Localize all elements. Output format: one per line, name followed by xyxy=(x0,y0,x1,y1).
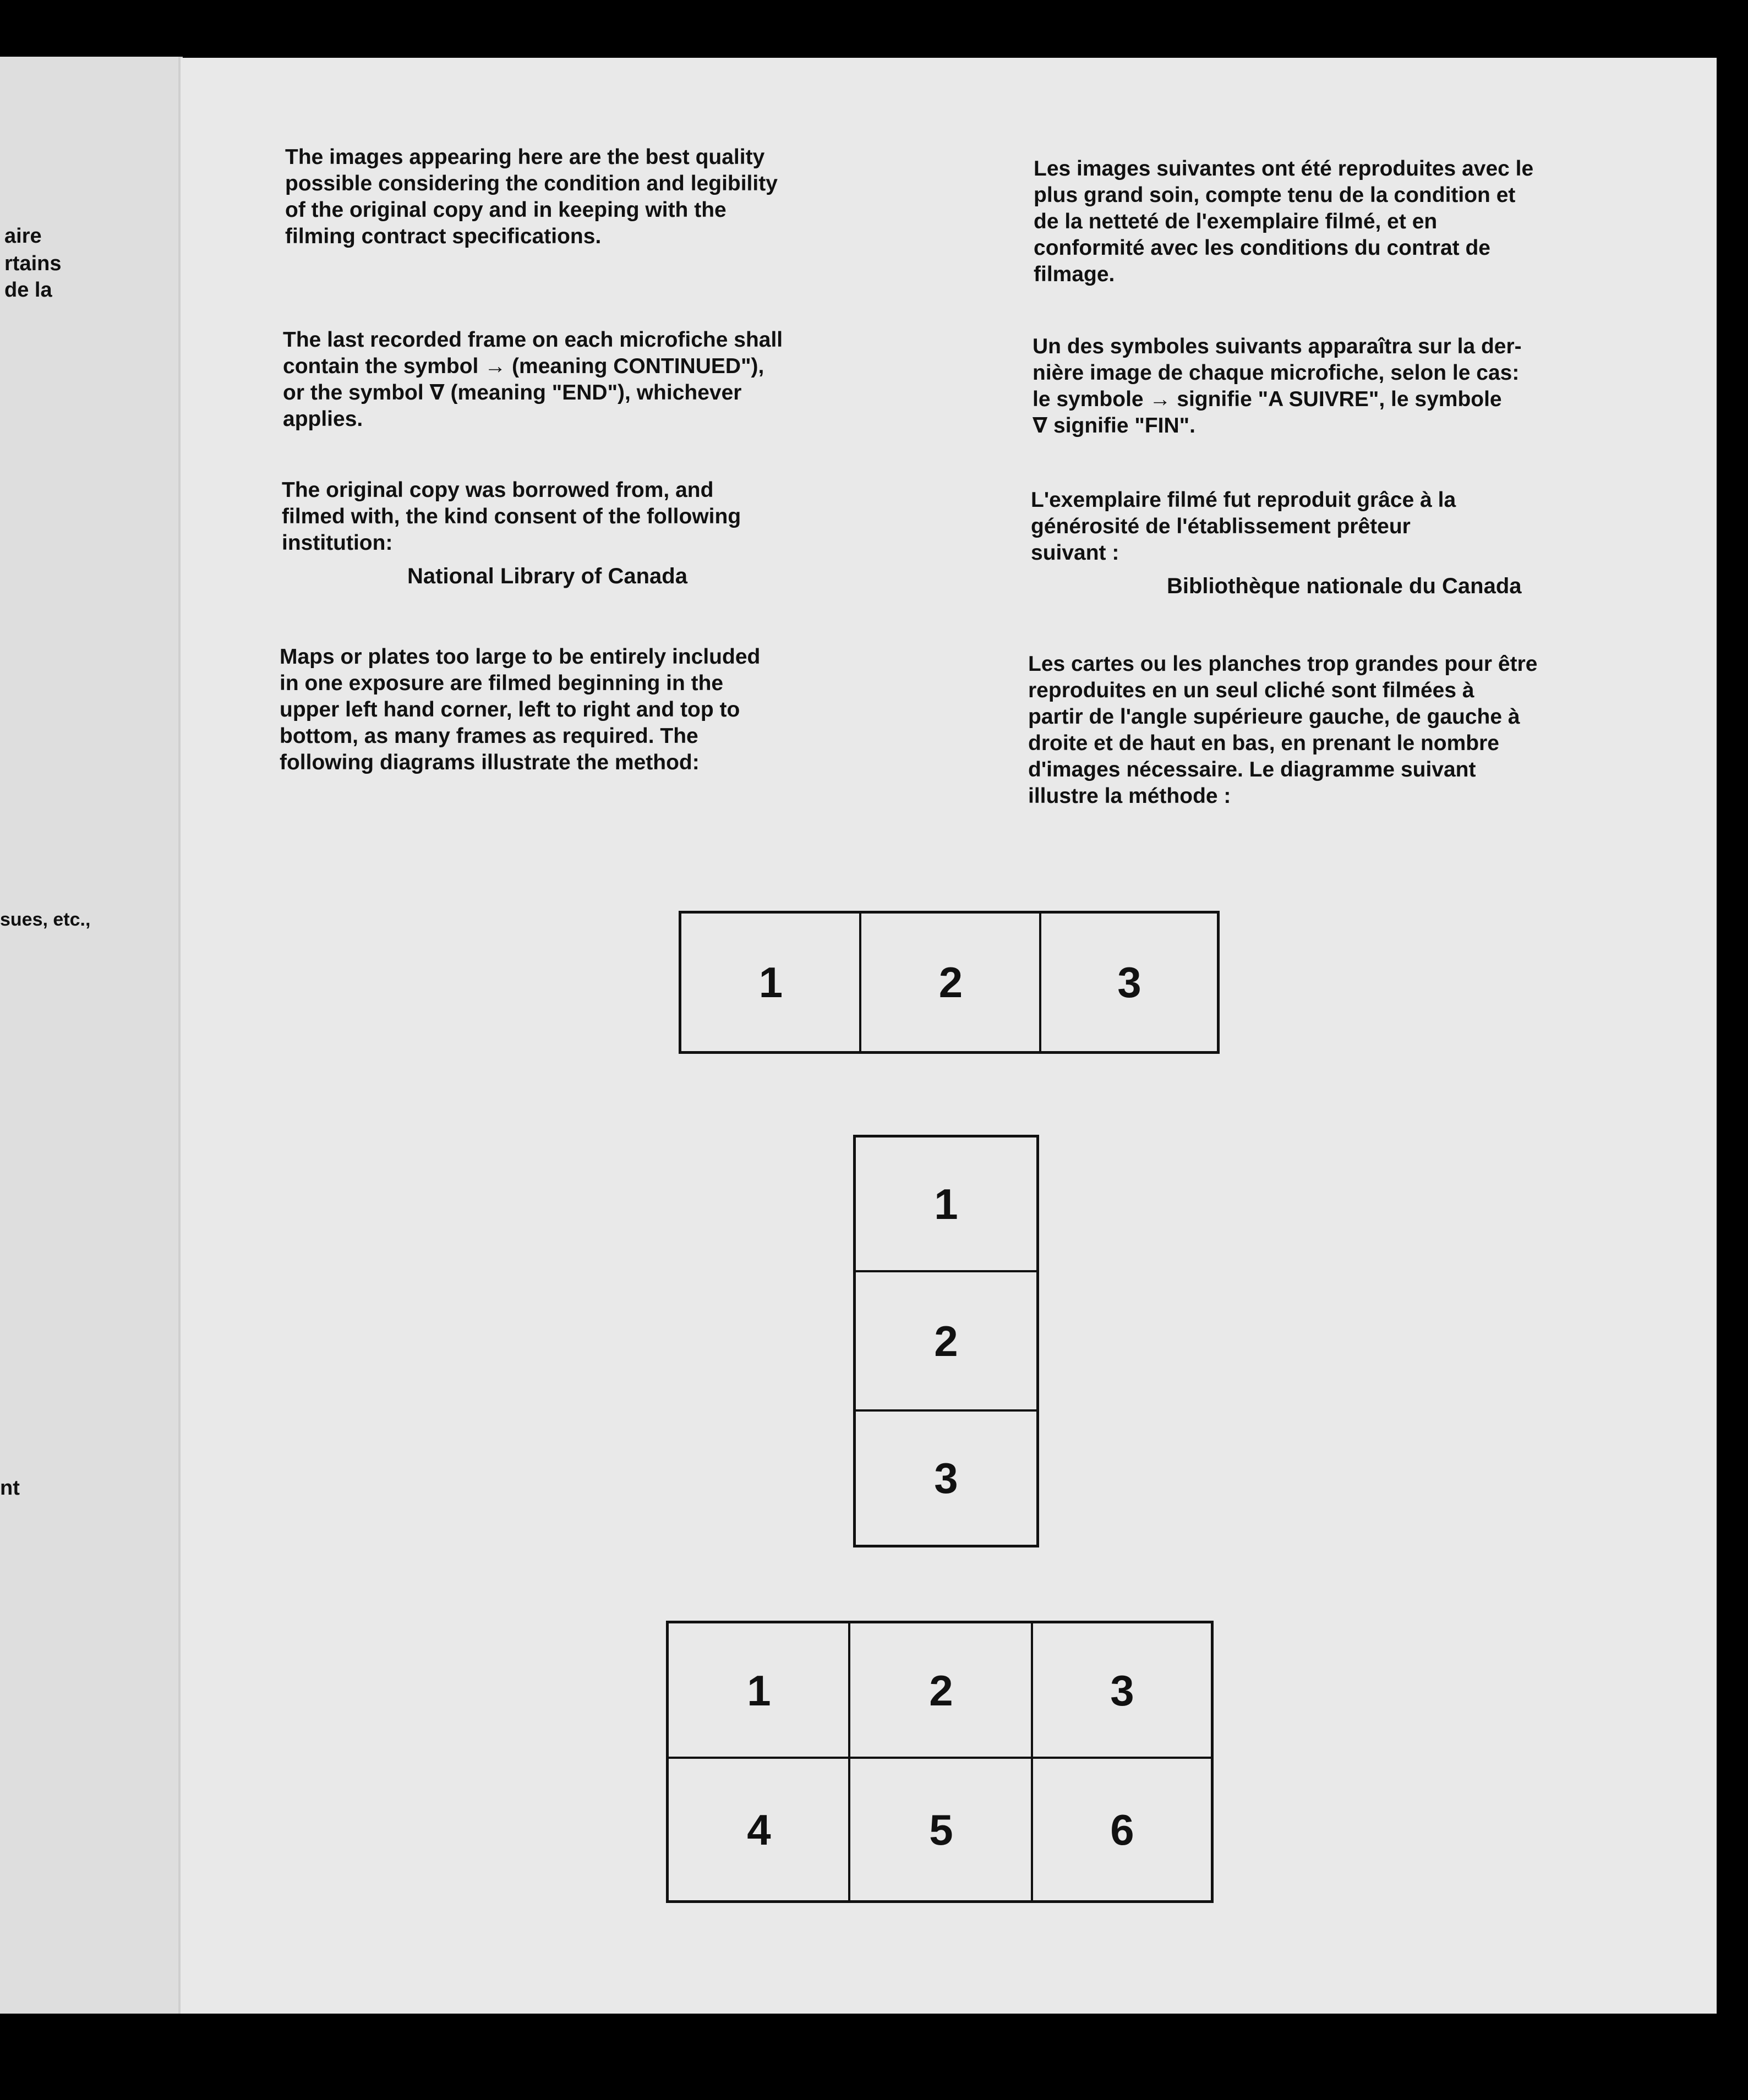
frame-cell: 6 xyxy=(1110,1805,1134,1854)
diagram-horizontal-strip xyxy=(679,911,1220,1054)
french-institution-name: Bibliothèque nationale du Canada xyxy=(1167,574,1522,598)
frame-cell: 5 xyxy=(929,1805,953,1854)
frame-cell: 2 xyxy=(938,958,963,1007)
frame-cell: 2 xyxy=(929,1666,953,1715)
left-page-fragment xyxy=(0,57,181,2014)
frame-cell: 3 xyxy=(1110,1666,1134,1715)
english-paragraph-borrowed: The original copy was borrowed from, and filmed with, the kind consent of the following institution: xyxy=(282,478,741,555)
left-fragment-4: sues, etc., xyxy=(0,909,91,930)
diagram-vertical-strip xyxy=(853,1135,1039,1547)
frame-cell: 1 xyxy=(758,958,783,1007)
left-fragment-5: nt xyxy=(0,1476,20,1500)
french-paragraph-quality: Les images suivantes ont été reproduites avec le plus grand soin, compte tenu de la condition et de la netteté de l'exemplaire filmé, et en conformité avec les conditions du contrat de filmage. xyxy=(1034,157,1534,286)
french-paragraph-maps: Les cartes ou les planches trop grandes pour être reproduites en un seul cliché sont filmées à partir de l'angle supérieure gauche, de gauche à droite et de haut en bas, en prenant le nombre d'images nécessaire. Le diagramme suivant illustre la méthode : xyxy=(1028,652,1538,808)
frame-cell: 1 xyxy=(747,1666,771,1715)
english-paragraph-quality: The images appearing here are the best quality possible considering the condition and legibility of the original copy and in keeping with the filming contract specifications. xyxy=(285,145,778,248)
frame-cell: 2 xyxy=(934,1316,958,1365)
frame-cell: 3 xyxy=(934,1454,958,1502)
diagram-grid-2x3 xyxy=(666,1621,1214,1903)
english-paragraph-symbols: The last recorded frame on each microfiche shall contain the symbol → (meaning CONTINUED"), or the symbol ∇ (meaning "END"), whichever applies. xyxy=(283,328,783,431)
french-paragraph-symbols: Un des symboles suivants apparaîtra sur la der- nière image de chaque microfiche, selon le cas: le symbole → signifie "A SUIVRE", le symbole ∇ signifie "FIN". xyxy=(1033,335,1522,438)
frame-cell: 1 xyxy=(934,1180,958,1228)
french-paragraph-borrowed: L'exemplaire filmé fut reproduit grâce à la générosité de l'établissement prêteur suivant : xyxy=(1031,488,1456,565)
english-institution-name: National Library of Canada xyxy=(407,564,687,588)
left-fragment-2: rtains xyxy=(4,252,62,275)
frame-cell: 3 xyxy=(1117,958,1141,1007)
frame-cell: 4 xyxy=(747,1805,771,1854)
english-paragraph-maps: Maps or plates too large to be entirely included in one exposure are filmed beginning in the upper left hand corner, left to right and top to bottom, as many frames as required. The following diagrams illustrate the method: xyxy=(280,645,761,774)
left-fragment-1: aire xyxy=(4,225,42,248)
left-fragment-3: de la xyxy=(4,278,52,302)
